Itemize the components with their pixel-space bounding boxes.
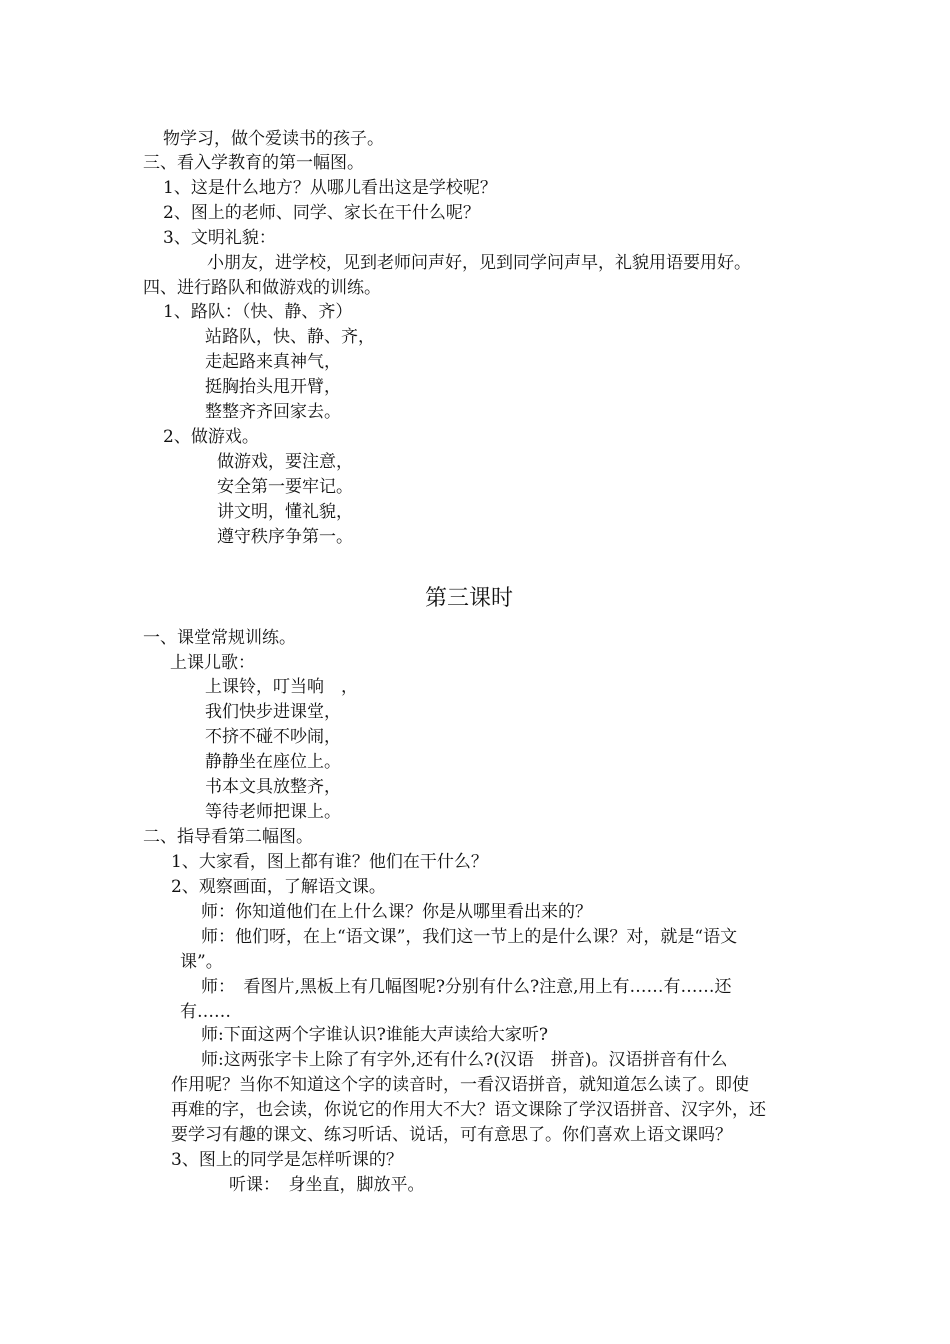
section-heading-2: 二、指导看第二幅图。: [143, 827, 313, 847]
list-item: 2、做游戏。: [163, 427, 259, 447]
section-heading-3: 三、看入学教育的第一幅图。: [143, 153, 364, 173]
question-item: 3、文明礼貌：: [163, 228, 276, 248]
question-item: 2、图上的老师、同学、家长在干什么呢？: [163, 203, 480, 223]
lesson-title: 第三课时: [425, 586, 514, 611]
verse-line: 等待老师把课上。: [205, 802, 341, 822]
verse-line: 讲文明，懂礼貌，: [217, 502, 353, 522]
verse-line: 整整齐齐回家去。: [205, 402, 341, 422]
section-heading-4: 四、进行路队和做游戏的训练。: [143, 278, 381, 298]
teacher-line-cont: 要学习有趣的课文、练习听话、说话，可有意思了。你们喜欢上语文课吗？: [171, 1125, 732, 1145]
verse-line: 我们快步进课堂，: [205, 702, 341, 722]
body-text: 听课： 身坐直，脚放平。: [229, 1175, 425, 1195]
verse-line: 上课铃，叮当响 ，: [205, 677, 358, 697]
teacher-line: 师:这两张字卡上除了有字外,还有什么?(汉语 拼音)。汉语拼音有什么: [201, 1050, 728, 1070]
verse-line: 走起路来真神气，: [205, 352, 341, 372]
verse-line: 书本文具放整齐，: [205, 777, 341, 797]
teacher-line-cont: 课”。: [180, 952, 223, 972]
body-text: 小朋友，进学校，见到老师问声好，见到同学问声早，礼貌用语要用好。: [207, 253, 751, 273]
teacher-line-cont: 再难的字，也会读，你说它的作用大不大？语文课除了学汉语拼音、汉字外，还: [171, 1100, 766, 1120]
verse-line: 做游戏，要注意，: [217, 452, 353, 472]
teacher-line-cont: 作用呢？当你不知道这个字的读音时，一看汉语拼音，就知道怎么读了。即使: [171, 1075, 749, 1095]
verse-line: 静静坐在座位上。: [205, 752, 341, 772]
section-heading-1: 一、课堂常规训练。: [143, 628, 296, 648]
question-item: 3、图上的同学是怎样听课的？: [171, 1150, 403, 1170]
verse-line: 不挤不碰不吵闹，: [205, 727, 341, 747]
teacher-line-cont: 有……: [180, 1002, 231, 1022]
question-item: 1、大家看，图上都有谁？他们在干什么？: [171, 852, 488, 872]
verse-line: 挺胸抬头甩开臂，: [205, 377, 341, 397]
teacher-line: 师：你知道他们在上什么课？你是从哪里看出来的？: [201, 902, 592, 922]
verse-line: 安全第一要牢记。: [217, 477, 353, 497]
teacher-line: 师：他们呀，在上“语文课”，我们这一节上的是什么课？对，就是“语文: [201, 927, 738, 947]
question-item: 1、这是什么地方？从哪儿看出这是学校呢？: [163, 178, 497, 198]
question-item: 2、观察画面，了解语文课。: [171, 877, 386, 897]
teacher-line: 师:下面这两个字谁认识?谁能大声读给大家听?: [201, 1025, 548, 1045]
subheading: 上课儿歌：: [170, 653, 255, 673]
list-item: 1、路队：（快、静、齐）: [163, 302, 353, 322]
teacher-line: 师： 看图片,黑板上有几幅图呢?分别有什么?注意,用上有……有……还: [201, 977, 732, 997]
verse-line: 站路队，快、静、齐，: [205, 327, 375, 347]
paragraph-continuation: 物学习，做个爱读书的孩子。: [163, 129, 384, 149]
verse-line: 遵守秩序争第一。: [217, 527, 353, 547]
